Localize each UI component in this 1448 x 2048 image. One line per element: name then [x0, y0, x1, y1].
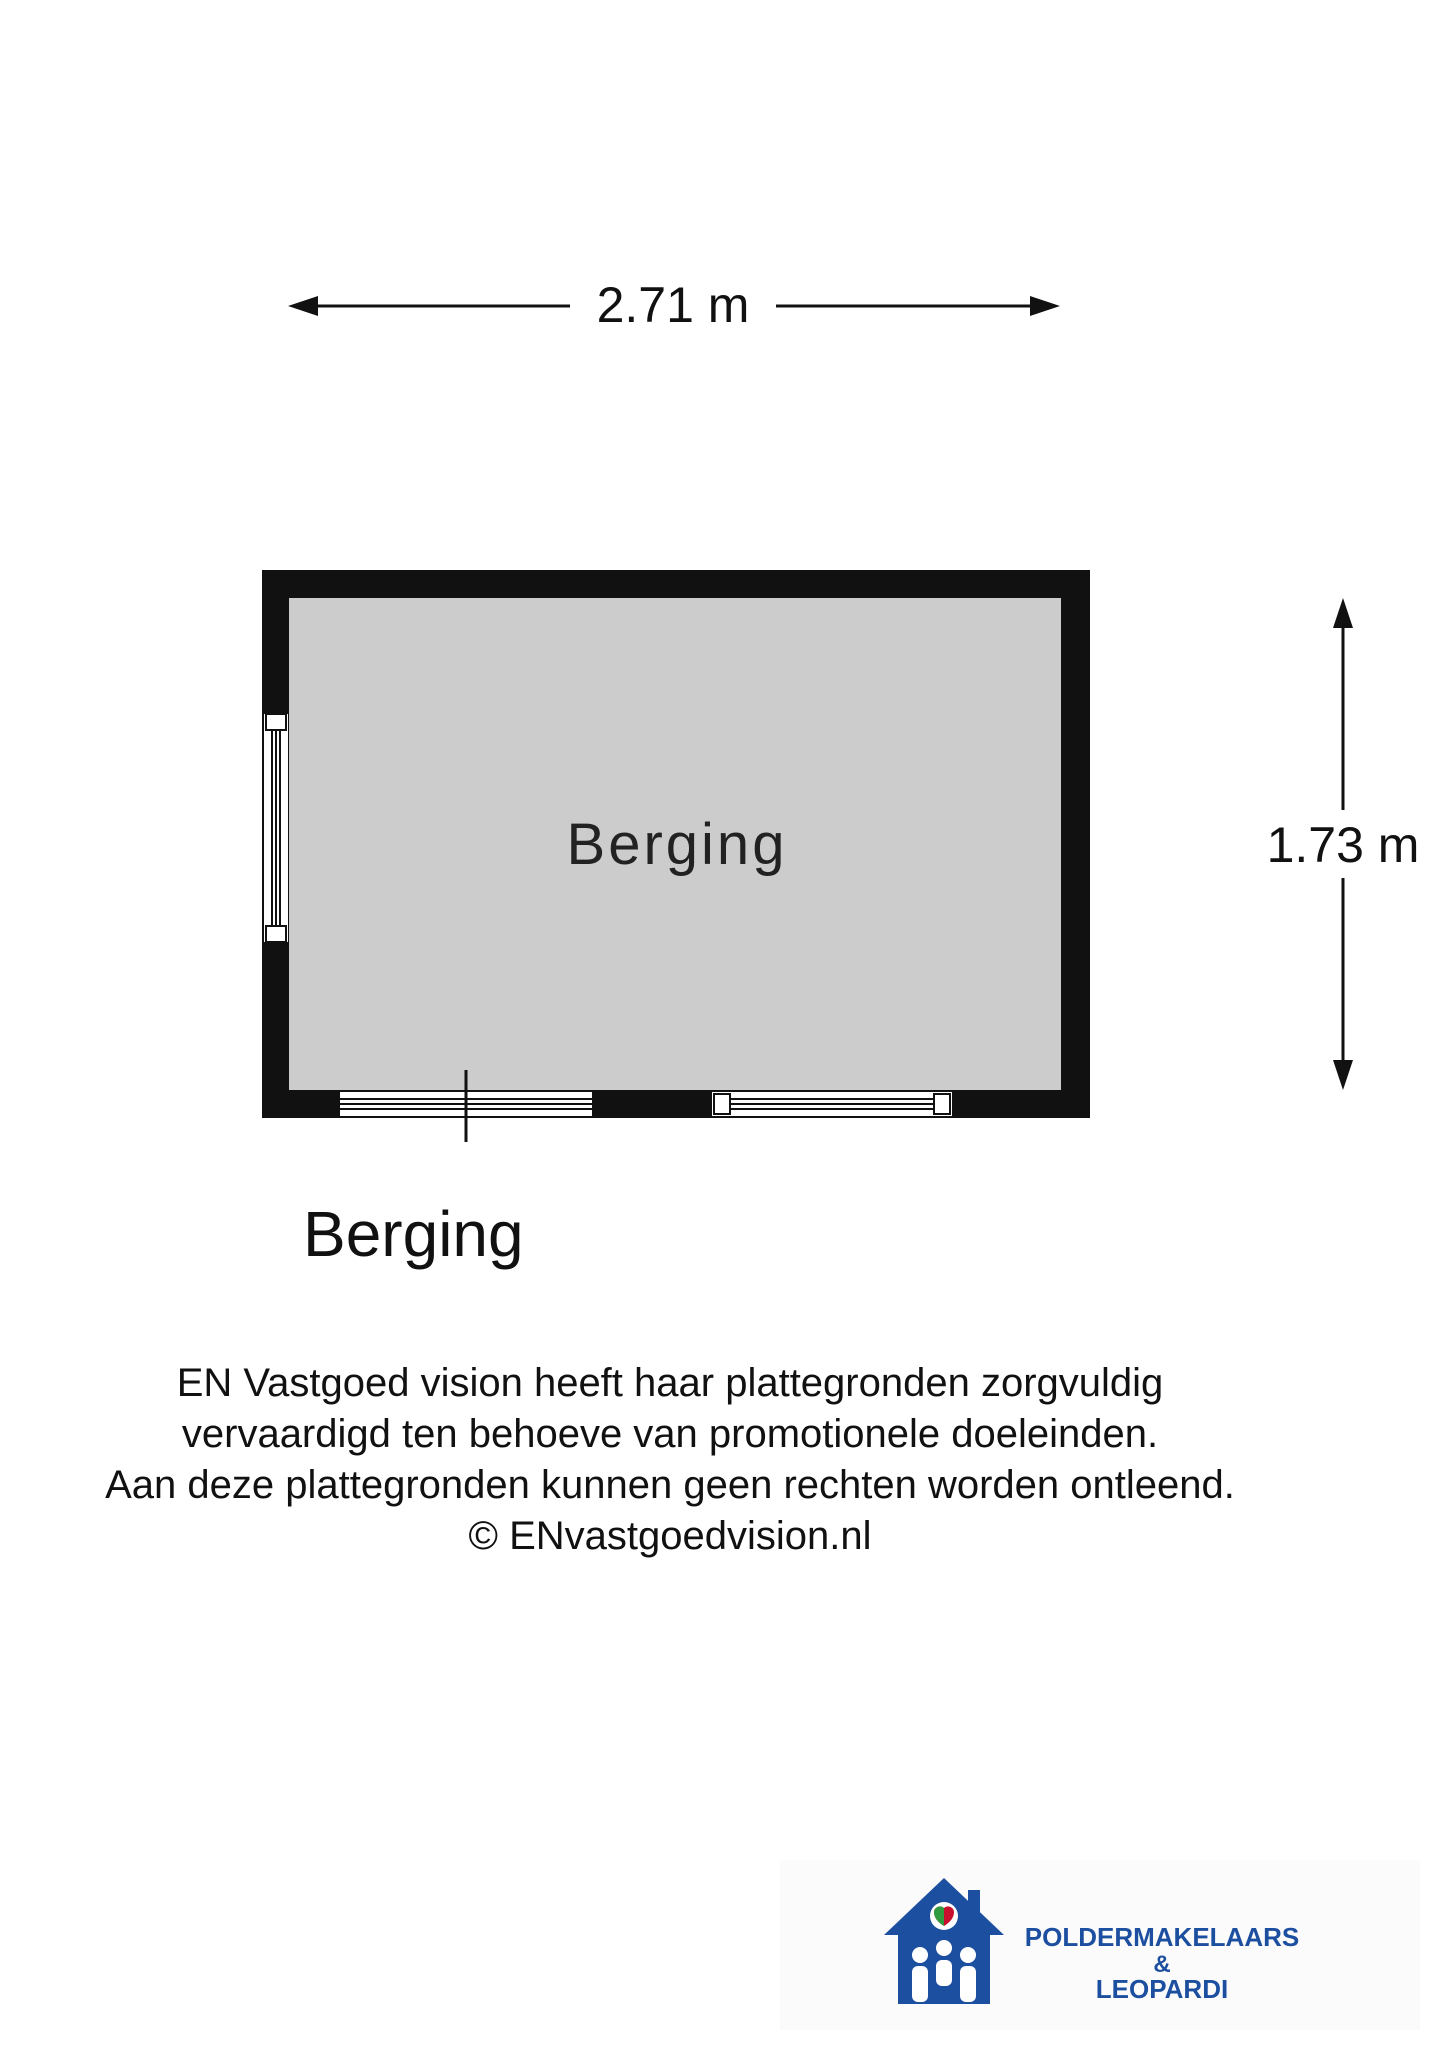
arrow-down-icon [1333, 1060, 1353, 1090]
logo-line-1: POLDERMAKELAARS [1024, 1922, 1300, 1952]
arrow-left-icon [288, 296, 318, 316]
copyright-line: © ENvastgoedvision.nl [468, 1514, 872, 1558]
floor-label: Berging [303, 1198, 524, 1270]
disclaimer [0, 1358, 1340, 1562]
width-dimension-label: 2.71 m [596, 277, 750, 333]
room-berging [262, 570, 1090, 1142]
house-logo-icon [884, 1878, 1004, 2004]
room-label: Berging [566, 812, 788, 877]
bottom-window [712, 1092, 952, 1116]
left-window [264, 714, 288, 942]
disclaimer-line: Aan deze plattegronden kunnen geen rechten worden ontleend. [105, 1463, 1235, 1507]
company-logo [884, 1878, 1299, 2004]
logo-line-2: & [1153, 1951, 1171, 1978]
arrow-up-icon [1333, 598, 1353, 628]
disclaimer-line: EN Vastgoed vision heeft haar plattegronden zorgvuldig [176, 1361, 1164, 1405]
height-dimension-label: 1.73 m [1266, 817, 1420, 873]
logo-line-3: LEOPARDI [1095, 1974, 1229, 2004]
width-dimension [288, 277, 1060, 333]
arrow-right-icon [1030, 296, 1060, 316]
disclaimer-line: vervaardigd ten behoeve van promotionele doeleinden. [181, 1412, 1159, 1456]
height-dimension [1267, 598, 1420, 1090]
